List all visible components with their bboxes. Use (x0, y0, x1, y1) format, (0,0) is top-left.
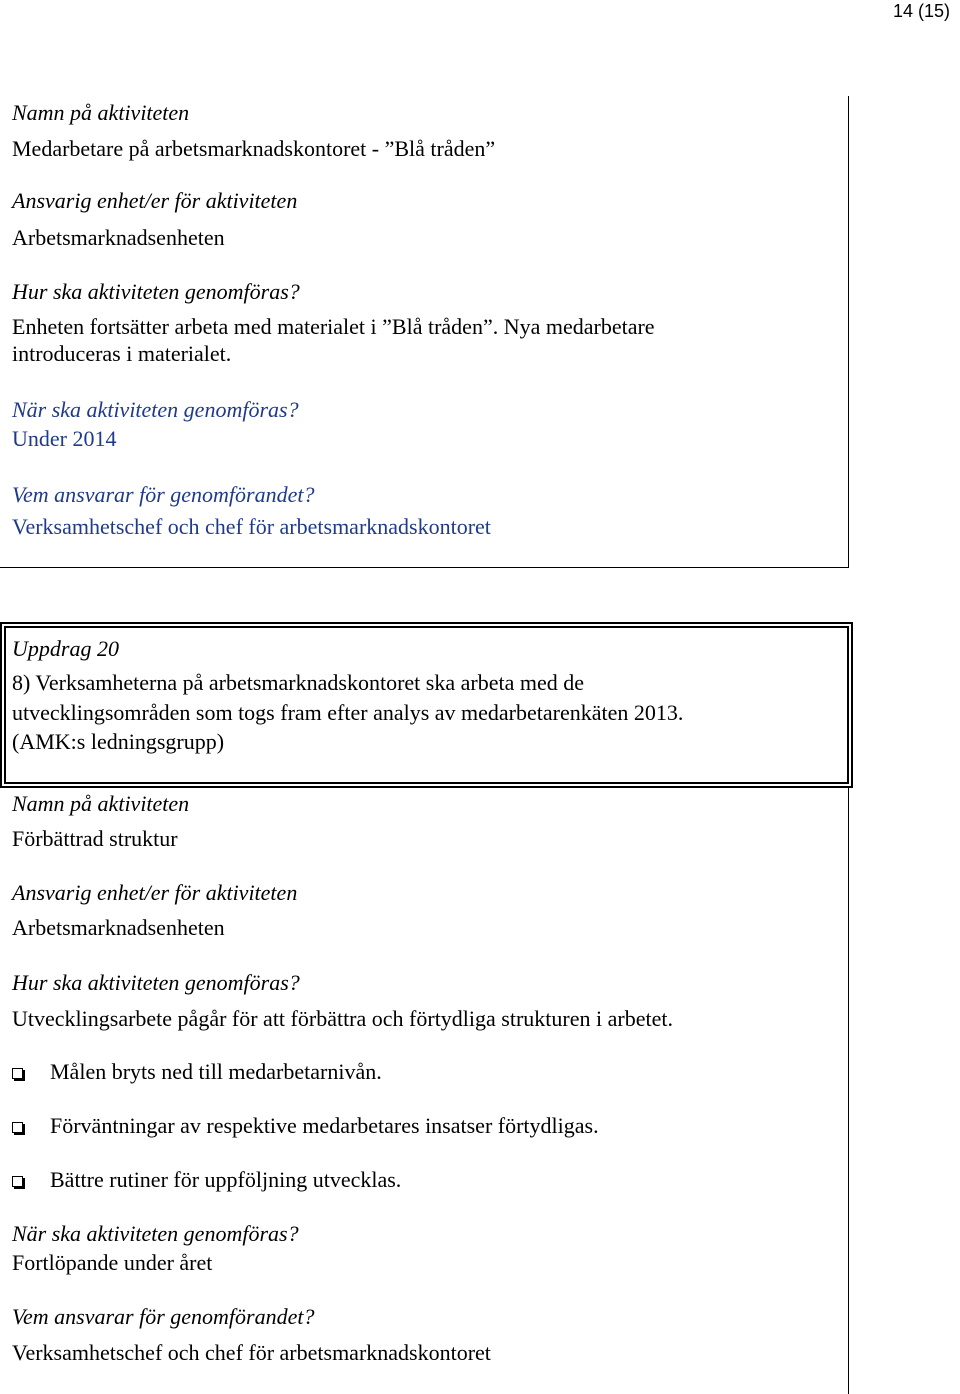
nar-value-1: Under 2014 (12, 426, 117, 451)
nar-value-2: Fortlöpande under året (12, 1250, 213, 1275)
ansvarig-label-1: Ansvarig enhet/er för aktiviteten (12, 188, 298, 213)
namn-value-1: Medarbetare på arbetsmarknadskontoret - ”Blå tråden” (12, 136, 496, 161)
namn-label-2: Namn på aktiviteten (12, 791, 190, 816)
checkbox-bullet-icon (12, 1122, 23, 1133)
checkbox-bullet-icon (12, 1176, 23, 1187)
vem-label-2: Vem ansvarar för genomförandet? (12, 1304, 315, 1329)
ansvarig-label-2: Ansvarig enhet/er för aktiviteten (12, 880, 298, 905)
hur-label-1: Hur ska aktiviteten genomföras? (12, 279, 300, 304)
nar-label-2: När ska aktiviteten genomföras? (12, 1221, 299, 1246)
ansvarig-value-2: Arbetsmarknadsenheten (12, 915, 225, 940)
hur-value-2: Utvecklingsarbete pågår för att förbättra och förtydliga strukturen i arbetet. (12, 1006, 673, 1031)
ansvarig-value-1: Arbetsmarknadsenheten (12, 225, 225, 250)
hur-label-2: Hur ska aktiviteten genomföras? (12, 970, 300, 995)
uppdrag-line-1: 8) Verksamheterna på arbetsmarknadskontoret ska arbeta med de (12, 670, 584, 695)
bullet-item-3: Bättre rutiner för uppföljning utvecklas. (50, 1167, 402, 1192)
vem-value-1: Verksamhetschef och chef för arbetsmarknadskontoret (12, 514, 491, 539)
uppdrag-title: Uppdrag 20 (12, 636, 119, 661)
vem-value-2: Verksamhetschef och chef för arbetsmarknadskontoret (12, 1340, 491, 1365)
uppdrag-line-3: (AMK:s ledningsgrupp) (12, 729, 225, 754)
checkbox-bullet-icon (12, 1068, 23, 1079)
hur-value-1-line1: Enheten fortsätter arbeta med materialet i ”Blå tråden”. Nya medarbetare (12, 314, 655, 339)
uppdrag-line-2: utvecklingsområden som togs fram efter analys av medarbetarenkäten 2013. (12, 700, 684, 725)
namn-label-1: Namn på aktiviteten (12, 100, 190, 125)
hur-value-1-line2: introduceras i materialet. (12, 341, 232, 366)
bullet-item-2: Förväntningar av respektive medarbetares insatser förtydligas. (50, 1113, 599, 1138)
page-number: 14 (15) (892, 1, 950, 21)
bullet-item-1: Målen bryts ned till medarbetarnivån. (50, 1059, 382, 1084)
vem-label-1: Vem ansvarar för genomförandet? (12, 482, 315, 507)
nar-label-1: När ska aktiviteten genomföras? (12, 397, 299, 422)
namn-value-2: Förbättrad struktur (12, 826, 178, 851)
